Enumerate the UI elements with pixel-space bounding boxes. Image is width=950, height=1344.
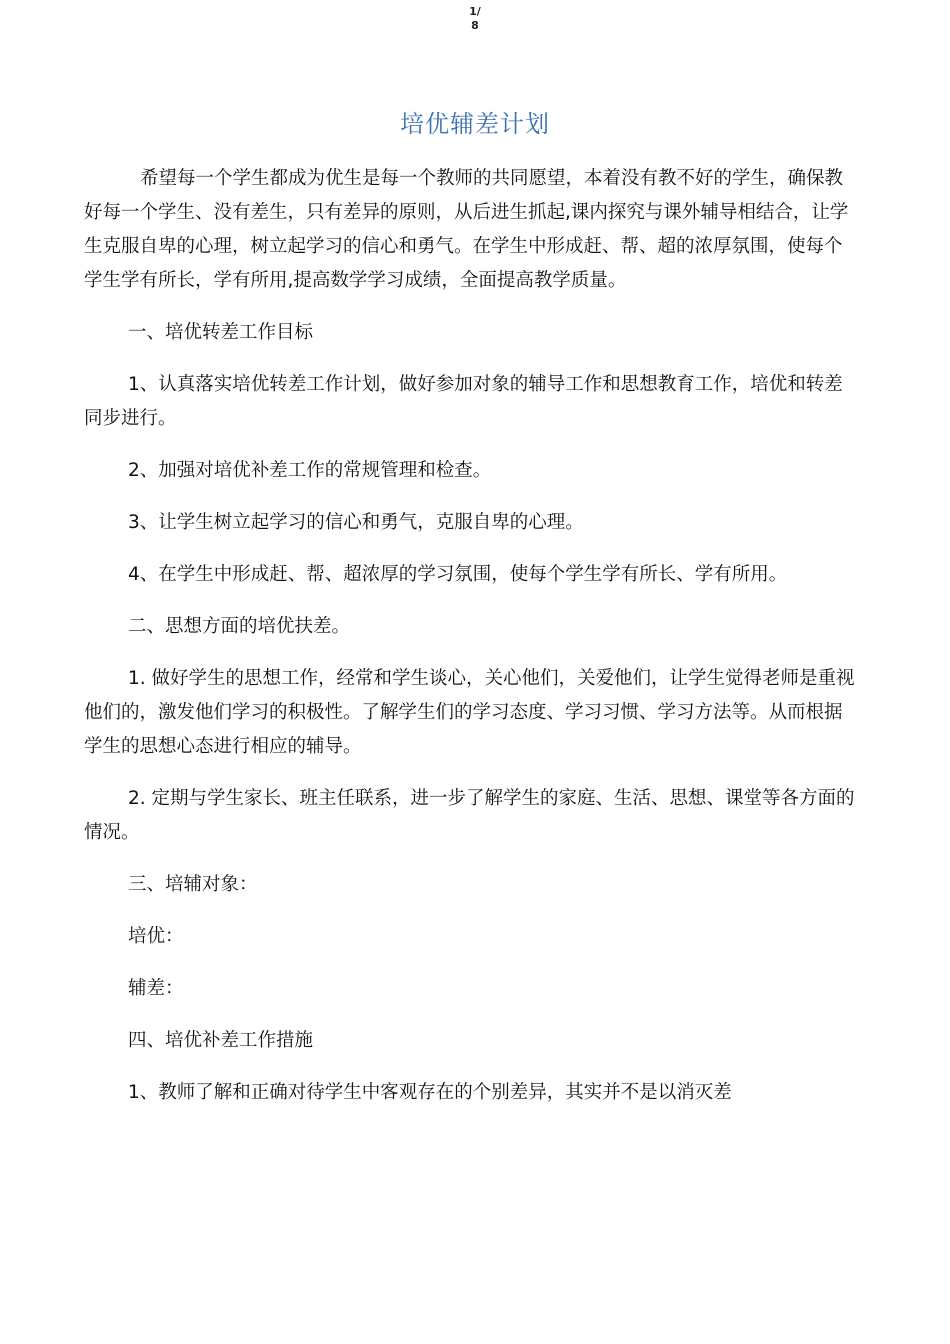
section-heading-measures: 四、培优补差工作措施 [128,1030,314,1051]
target-weak-label: 辅差： [128,978,184,999]
page-number-total: 8 [471,19,479,32]
section-heading-targets: 三、培辅对象： [128,874,258,895]
document-title: 培优辅差计划 [400,110,550,138]
document-body [84,162,860,1128]
goal-item-4: 4、在学生中形成赶、帮、超浓厚的学习氛围，使每个学生学有所长、学有所用。 [128,564,788,585]
goal-item-1: 1、认真落实培优转差工作计划，做好参加对象的辅导工作和思想教育工作，培优和转差同步进行。 [84,374,843,429]
target-excellent-label: 培优： [128,926,184,947]
measure-item-1: 1、教师了解和正确对待学生中客观存在的个别差异，其实并不是以消灭差 [128,1082,732,1103]
thought-item-2: 2. 定期与学生家长、班主任联系，进一步了解学生的家庭、生活、思想、课堂等各方面的情况。 [84,788,855,843]
intro-paragraph: 希望每一个学生都成为优生是每一个教师的共同愿望，本着没有教不好的学生，确保教好每一个学生、没有差生，只有差异的原则，从后进生抓起,课内探究与课外辅导相结合，让学生克服自卑的心理，树立起学习的信心和勇气。在学生中形成赶、帮、超的浓厚氛围，使每个学生学有所长，学有所用,提高数学学习成绩，全面提高教学质量。 [84,168,849,291]
thought-item-1: 1. 做好学生的思想工作，经常和学生谈心，关心他们，关爱他们，让学生觉得老师是重视他们的，激发他们学习的积极性。了解学生们的学习态度、学习习惯、学习方法等。从而根据学生的思想心态进行相应的辅导。 [84,668,855,757]
page-number [0,5,950,33]
goal-item-2: 2、加强对培优补差工作的常规管理和检查。 [128,460,492,481]
page-number-current: 1/ [469,5,481,18]
goal-item-3: 3、让学生树立起学习的信心和勇气，克服自卑的心理。 [128,512,584,533]
section-heading-goals: 一、培优转差工作目标 [128,322,314,343]
section-heading-thought: 二、思想方面的培优扶差。 [128,616,351,637]
